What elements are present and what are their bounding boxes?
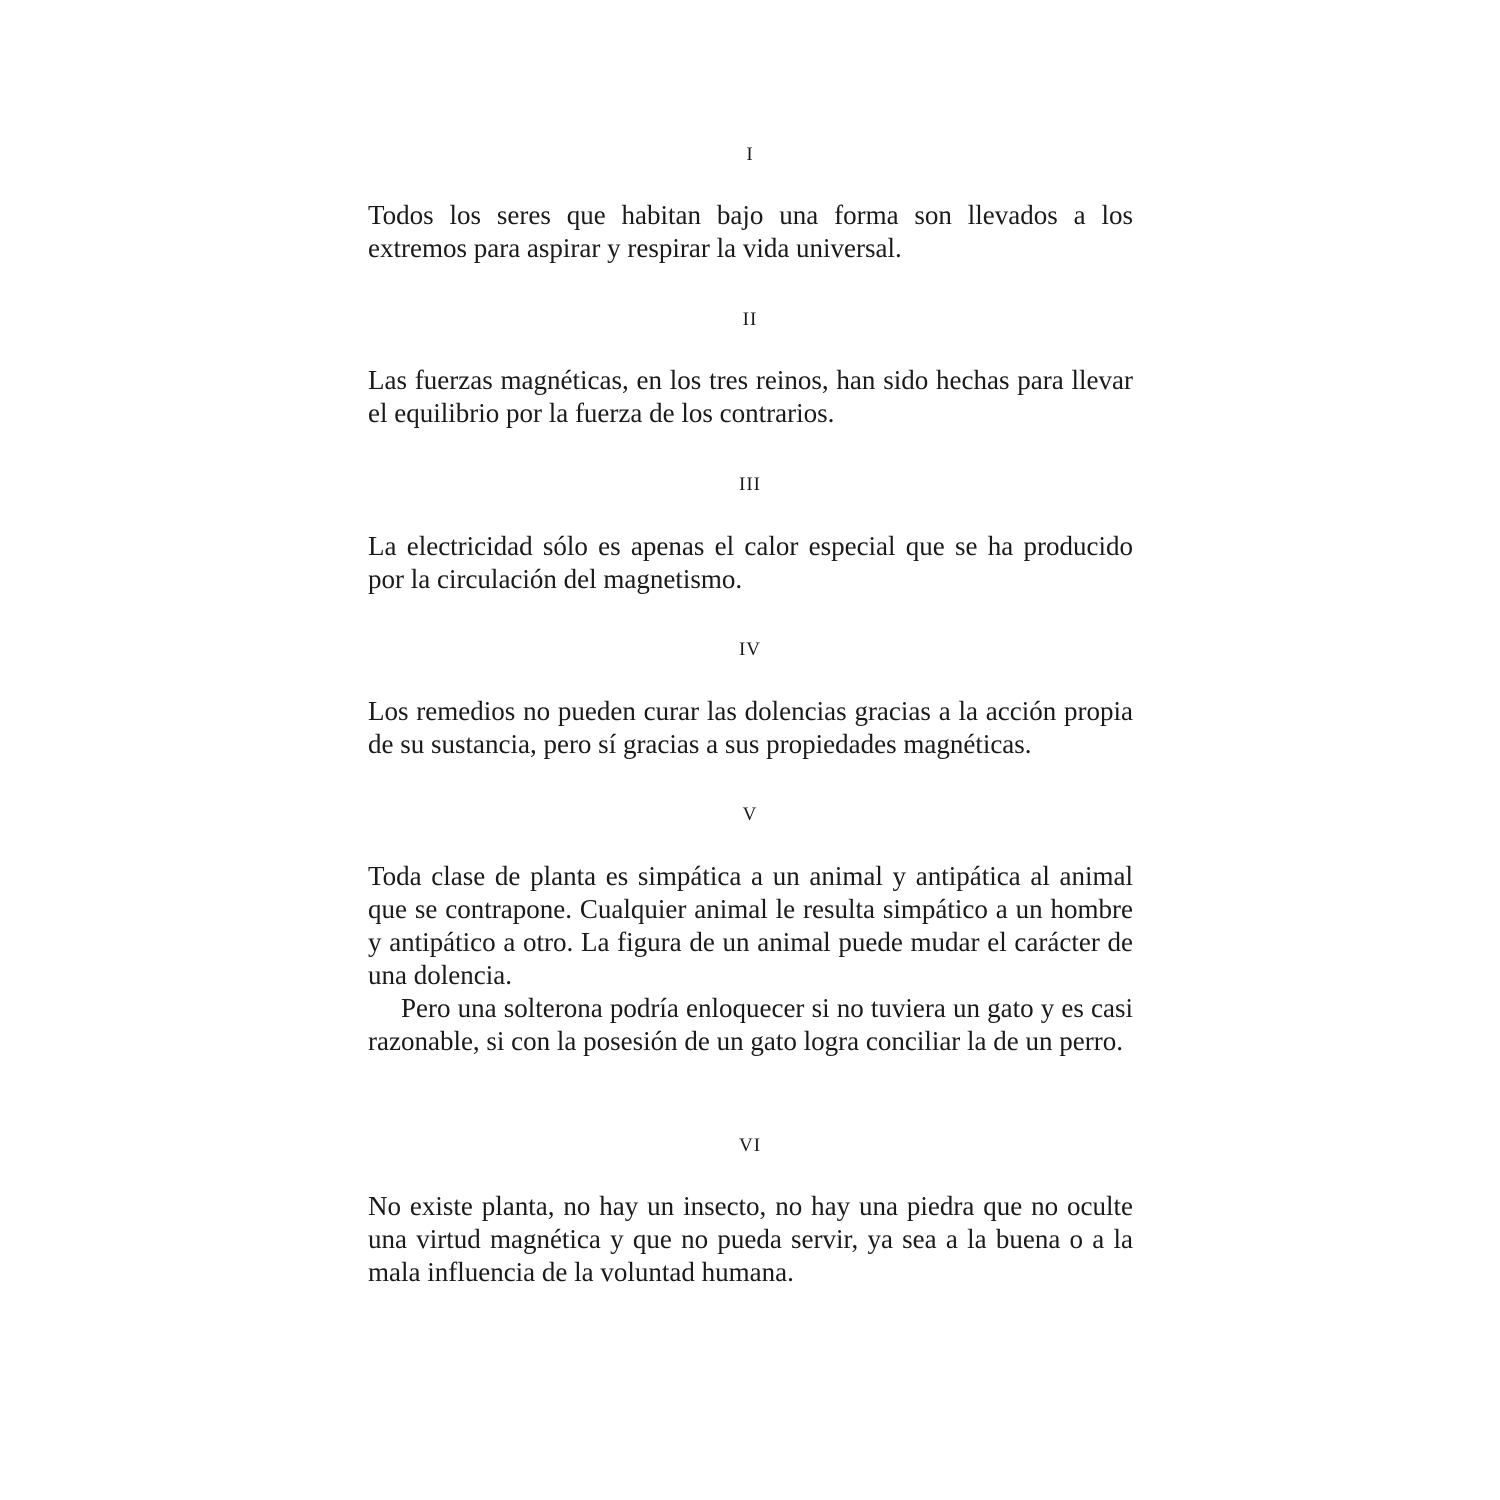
section-1-paragraph: Todos los seres que habitan bajo una forma son llevados a los extremos para aspirar y respirar la vida universal. xyxy=(368,200,1133,263)
section-numeral-1: I xyxy=(746,144,754,165)
section-4-paragraph: Los remedios no pueden curar las dolencias gracias a la acción propia de su sustancia, pero sí gracias a sus propiedades magnéticas. xyxy=(368,696,1133,759)
section-numeral-5: V xyxy=(742,804,758,825)
section-3-paragraph: La electricidad sólo es apenas el calor especial que se ha producido por la circulación del magnetismo. xyxy=(368,531,1133,594)
section-2-paragraph: Las fuerzas magnéticas, en los tres reinos, han sido hechas para llevar el equilibrio por la fuerza de los contrarios. xyxy=(368,365,1133,428)
section-5-paragraph-1: Toda clase de planta es simpática a un animal y antipática al animal que se contrapone. Cualquier animal le resulta simpático a un hombre y antipático a otro. La figura de un animal puede mudar el carácter de una dolencia. xyxy=(368,861,1133,990)
section-numeral-3: III xyxy=(739,474,761,495)
section-5-paragraph-2: Pero una solterona podría enloquecer si no tuviera un gato y es casi razonable, si con la posesión de un gato logra conciliar la de un perro. xyxy=(368,993,1133,1056)
section-numeral-2: II xyxy=(742,309,758,330)
section-numeral-6: VI xyxy=(738,1135,762,1156)
section-numeral-4: IV xyxy=(738,639,762,660)
section-6-paragraph: No existe planta, no hay un insecto, no hay una piedra que no oculte una virtud magnética y que no pueda servir, ya sea a la buena o a la mala influencia de la voluntad humana. xyxy=(368,1191,1133,1287)
